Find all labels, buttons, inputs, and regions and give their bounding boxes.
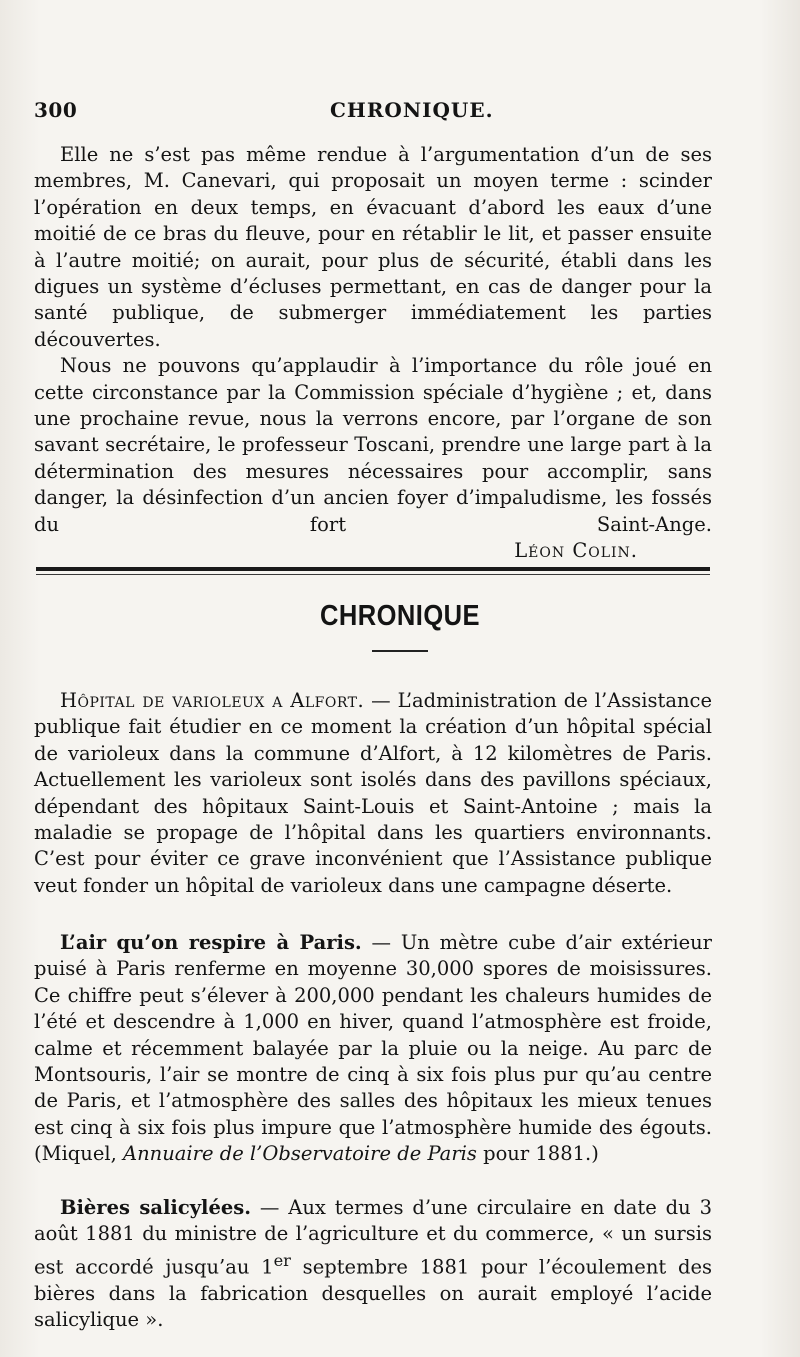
entry-smallpox-hospital <box>34 688 712 899</box>
entry-3-paragraph <box>34 1195 712 1334</box>
entry-2-citation: Annuaire de l’Observatoire de Paris <box>123 1142 477 1166</box>
section-title-underline <box>372 650 428 652</box>
entry-paris-air <box>34 930 712 1168</box>
entry-2-body-end: pour 1881.) <box>476 1142 599 1166</box>
entry-2-paragraph <box>34 930 712 1168</box>
entry-3-body-start: Aux termes d’une circulaire en date du 3 août 1881 du ministre de l’agriculture et du commerce, « un sursis est accordé jusqu’au 1 <box>34 1196 712 1279</box>
paragraph-2 <box>34 353 712 538</box>
entry-2-dash: — <box>361 931 401 954</box>
author-signature: Léon Colin. <box>514 539 638 563</box>
previous-article <box>34 142 712 565</box>
entry-1-heading: Hôpital de varioleux a Alfort. <box>60 689 365 712</box>
entry-1-body: L’administration de l’Assistance publique fait étudier en ce moment la création d’un hôpital spécial de varioleux dans la commune d’Alfort, à 12 kilomètres de Paris. Actuellement les varioleux sont isolés dans des pavillons spéciaux, dépendant des hôpitaux Saint-Louis et Saint-Antoine ; mais la maladie se propage de l’hôpital dans les quartiers environnants. C’est pour éviter ce grave inconvénient que l’Assistance publique veut fonder un hôpital de varioleux dans une campagne déserte. <box>34 689 712 897</box>
entry-1-dash: — <box>364 689 398 712</box>
entry-3-dash: — <box>251 1196 289 1219</box>
section-title: CHRONIQUE <box>320 600 480 632</box>
entry-3-body-end: septembre 1881 pour l’écoulement des bières dans la fabrication desquelles on aurait employé l’acide salicylique ». <box>34 1255 712 1332</box>
entry-2-body-start: Un mètre cube d’air extérieur puisé à Paris renferme en moyenne 30,000 spores de moisissures. Ce chiffre peut s’élever à 200,000 pendant les chaleurs humides de l’été et descendre à 1,000 en hiver, quand l’atmosphère est froide, calme et récemment balayée par la pluie ou la neige. Au parc de Montsouris, l’air se montre de cinq à six fois plus pur qu’au centre de Paris, et l’atmosphère des salles des hôpitaux les mieux tenues est cinq à six fois plus impure que l’atmosphère humide des égouts. (Miquel, <box>34 931 712 1166</box>
entry-1-paragraph <box>34 688 712 899</box>
running-head <box>34 98 764 128</box>
entry-3-heading: Bières salicylées. <box>60 1196 252 1219</box>
section-rule-thin <box>36 574 710 575</box>
paragraph-1: Elle ne s’est pas même rendue à l’argumentation d’un de ses membres, M. Canevari, qui proposait un moyen terme : scinder l’opération en deux temps, en évacuant d’abord les eaux d’une moitié de ce bras du fleuve, pour en rétablir le lit, et passer ensuite à l’autre moitié; on aurait, pour plus de sécurité, établi dans les digues un système d’écluses permettant, en cas de danger pour la santé publique, de submerger immédiatement les parties découvertes. <box>34 143 712 351</box>
signature-line <box>34 538 712 564</box>
section-rule-thick <box>36 567 710 571</box>
entry-2-heading: L’air qu’on respire à Paris. <box>60 931 362 954</box>
entry-3-superscript: er <box>273 1250 291 1270</box>
paragraph-2-text: Nous ne pouvons qu’applaudir à l’importance du rôle joué en cette circonstance par la Commission spéciale d’hygiène ; et, dans une prochaine revue, nous la verrons encore, par l’organe de son savant secrétaire, le professeur Toscani, prendre une large part à la détermination des mesures nécessaires pour accomplir, sans danger, la désinfection d’un ancien foyer d’impaludisme, les fossés du fort Saint-Ange. <box>34 354 712 536</box>
page-number: 300 <box>34 98 78 122</box>
running-title: CHRONIQUE. <box>330 98 494 122</box>
entry-salicylic-beers <box>34 1195 712 1334</box>
